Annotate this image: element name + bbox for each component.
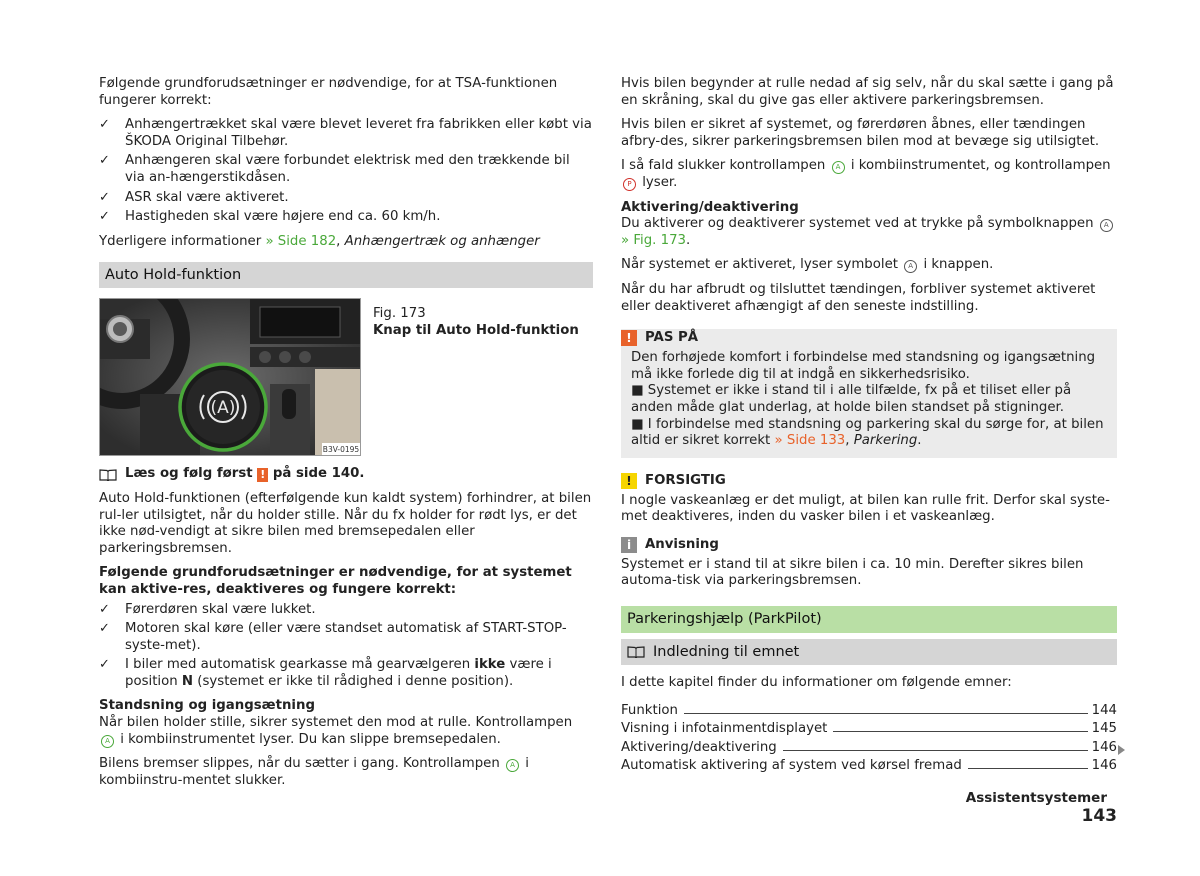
intro-title: Indledning til emnet xyxy=(653,644,800,661)
gear-position-n: N xyxy=(181,673,194,689)
caution-header xyxy=(621,329,1117,347)
release-text: i kombiinstru-mentet slukker. xyxy=(99,756,529,788)
toc-page: 146 xyxy=(1091,739,1117,755)
stop-text: i kombiinstrumentet lyser. Du kan slippe bremsepedalen. xyxy=(120,731,501,747)
list-item: ✓ Motoren skal køre (eller være standset automatisk af START-STOP-syste-met). xyxy=(99,621,593,654)
release-text: Bilens bremser slippes, når du sætter i gang. Kontrollampen xyxy=(99,756,500,772)
left-column xyxy=(99,76,593,797)
lamp-paragraph xyxy=(621,158,1117,191)
caution-box xyxy=(621,329,1117,458)
figure-caption xyxy=(373,298,579,339)
toc-leader xyxy=(833,731,1087,732)
caution-end: . xyxy=(917,433,922,449)
warning-square-icon: ! xyxy=(257,468,268,482)
toc-row[interactable] xyxy=(621,702,1117,721)
list-item: ✓ Anhængertrækket skal være blevet leveret fra fabrikken eller købt via ŠKODA Original Tilbehør. xyxy=(99,117,593,150)
list-item xyxy=(99,657,593,690)
auto-hold-green-lamp-icon: A xyxy=(832,161,845,174)
note-header xyxy=(621,472,1117,490)
activation-heading: Aktivering/deaktivering xyxy=(621,199,799,215)
auto-hold-button-photo xyxy=(99,298,361,456)
caution-bullet xyxy=(631,417,1107,450)
on-text: Når systemet er aktiveret, lyser symbolet xyxy=(621,257,898,273)
prereq-text: være i position xyxy=(125,657,552,689)
tsa-prerequisites-list xyxy=(99,117,593,226)
auto-hold-button-icon: A xyxy=(904,260,917,273)
more-info xyxy=(99,234,593,251)
caution-bullet: ■ Systemet er ikke i stand til i alle tilfælde, fx på et tiliset eller på anden måde glat underlag, at holde bilen standset på stigninger. xyxy=(631,383,1072,415)
toc-row[interactable] xyxy=(621,757,1117,776)
tsa-intro: Følgende grundforudsætninger er nødvendige, for at TSA-funktionen fungerer korrekt: xyxy=(99,76,558,108)
section-title-auto-hold: Auto Hold-funktion xyxy=(99,262,593,288)
caution-text: Den forhøjede komfort i forbindelse med standsning og igangsætning må ikke forlede dig til at indgå en sikkerhedsrisiko. xyxy=(631,350,1096,382)
note-title: FORSIGTIG xyxy=(645,472,726,488)
prereq-text: (systemet er ikke til rådighed i denne position). xyxy=(197,673,514,689)
book-icon xyxy=(99,469,117,481)
table-of-contents xyxy=(621,702,1117,776)
continue-arrow-icon xyxy=(1118,745,1125,755)
info-title: Anvisning xyxy=(645,536,719,552)
toc-label: Automatisk aktivering af system ved kørsel fremad xyxy=(621,758,962,774)
info-header xyxy=(621,536,1117,554)
more-info-topic: Anhængertræk og anhænger xyxy=(344,233,540,249)
page-number: 143 xyxy=(1081,806,1117,826)
toc-page: 146 xyxy=(1091,758,1117,774)
read-first-page[interactable]: på side 140. xyxy=(272,466,365,482)
toc-page: 145 xyxy=(1091,721,1117,737)
fig-173-link[interactable]: » Fig. 173 xyxy=(621,232,687,248)
prereq-emphasis: ikke xyxy=(474,657,506,673)
right-column xyxy=(621,76,1117,776)
footer-section: Assistentsystemer xyxy=(965,790,1107,806)
toc-row[interactable] xyxy=(621,720,1117,739)
auto-hold-button-icon: (A) xyxy=(210,398,236,419)
activation-end: . xyxy=(686,232,691,248)
page-182-link[interactable]: » Side 182 xyxy=(265,233,337,249)
prereq-heading: Følgende grundforudsætninger er nødvendige, for at systemet kan aktive-res, deaktiveres og fungere korrekt: xyxy=(99,565,572,597)
auto-hold-prerequisites-list xyxy=(99,602,593,691)
figure-title: Knap til Auto Hold-funktion xyxy=(373,322,579,338)
section-title-intro xyxy=(621,639,1117,665)
figure-label: Fig. 173 xyxy=(373,306,426,322)
caution-title: PAS PÅ xyxy=(645,330,699,346)
more-info-label: Yderligere informationer xyxy=(99,233,262,249)
caution-separator: , xyxy=(845,433,854,449)
page-footer xyxy=(940,787,1117,826)
activation-text: Du aktiverer og deaktiverer systemet ved at trykke på symbolknappen xyxy=(621,216,1094,232)
on-paragraph xyxy=(621,257,1117,274)
release-paragraph xyxy=(99,756,593,789)
stop-text: Når bilen holder stille, sikrer systemet den mod at rulle. Kontrollampen xyxy=(99,715,573,731)
read-first-text: Læs og følg først xyxy=(125,466,253,482)
activation-paragraph xyxy=(621,216,1117,249)
restart-paragraph: Når du har afbrudt og tilsluttet tændingen, forbliver systemet aktiveret eller deaktiveret afhængigt af den seneste indstilling. xyxy=(621,281,1096,314)
book-icon xyxy=(627,646,645,658)
caution-icon: ! xyxy=(621,473,637,489)
on-text: i knappen. xyxy=(923,257,994,273)
toc-page: 144 xyxy=(1091,702,1117,718)
list-item: ✓ Anhængeren skal være forbundet elektrisk med den trækkende bil via an-hængerstikdåsen. xyxy=(99,153,593,186)
toc-leader xyxy=(684,713,1088,714)
figure-173 xyxy=(99,298,593,456)
prereq-text: I biler med automatisk gearkasse må gearvælgeren xyxy=(125,657,471,673)
parking-brake-red-lamp-icon: P xyxy=(623,178,636,191)
note-text: I nogle vaskeanlæg er det muligt, at bilen kan rulle frit. Derfor skal syste-met deaktiveres, inden du vasker bilen i et vaskeanlæg. xyxy=(621,492,1110,525)
more-info-separator: , xyxy=(336,233,345,249)
info-text: Systemet er i stand til at sikre bilen i ca. 10 min. Derefter sikres bilen automa-tisk via parkeringsbremsen. xyxy=(621,556,1084,589)
lamp-text: I så fald slukker kontrollampen xyxy=(621,158,826,174)
dashboard-illustration xyxy=(100,299,360,455)
toc-label: Visning i infotainmentdisplayet xyxy=(621,721,828,737)
auto-hold-intro: Auto Hold-funktionen (efterfølgende kun kaldt system) forhindrer, at bilen rul-ler utilsigtet, når du holder stille. Når du fx holder for rødt lys, er det ikke nød-vendigt at sikre bilen med bremsepedalen eller parkeringsbremsen. xyxy=(99,490,592,556)
list-item: ✓ Hastigheden skal være højere end ca. 60 km/h. xyxy=(99,209,593,226)
read-first-line xyxy=(99,466,593,483)
stop-paragraph xyxy=(99,715,593,748)
page-133-link[interactable]: » Side 133 xyxy=(774,433,846,449)
list-item: ✓ Førerdøren skal være lukket. xyxy=(99,602,593,619)
caution-bullet-text: ■ I forbindelse med standsning og parkering skal du sørge for, at bilen altid er sikret korrekt xyxy=(631,416,1104,449)
toc-leader xyxy=(783,750,1088,751)
auto-hold-green-lamp-icon: A xyxy=(506,759,519,772)
intro-paragraph: I dette kapitel finder du informationer om følgende emner: xyxy=(621,675,1012,691)
chapter-title-parkpilot: Parkeringshjælp (ParkPilot) xyxy=(621,606,1117,633)
roll-paragraph: Hvis bilen begynder at rulle nedad af sig selv, når du skal sætte i gang på en skråning, skal du give gas eller aktivere parkeringsbremsen. xyxy=(621,76,1114,108)
warning-icon: ! xyxy=(621,330,637,346)
auto-hold-green-lamp-icon: A xyxy=(101,735,114,748)
stop-heading: Standsning og igangsætning xyxy=(99,698,315,714)
list-item: ✓ ASR skal være aktiveret. xyxy=(99,190,593,207)
toc-row[interactable] xyxy=(621,739,1117,758)
toc-label: Funktion xyxy=(621,702,678,718)
caution-topic: Parkering xyxy=(853,433,918,449)
toc-leader xyxy=(968,768,1088,769)
lamp-text: lyser. xyxy=(642,174,678,190)
lamp-text: i kombiinstrumentet, og kontrollampen xyxy=(850,158,1111,174)
figure-code: B3V-0195 xyxy=(322,445,360,455)
auto-hold-button-icon: A xyxy=(1100,219,1113,232)
door-paragraph: Hvis bilen er sikret af systemet, og førerdøren åbnes, eller tændingen afbry-des, sikrer parkeringsbremsen bilen mod at bevæge sig utilsigtet. xyxy=(621,117,1100,149)
toc-label: Aktivering/deaktivering xyxy=(621,739,777,755)
info-icon: i xyxy=(621,537,637,553)
